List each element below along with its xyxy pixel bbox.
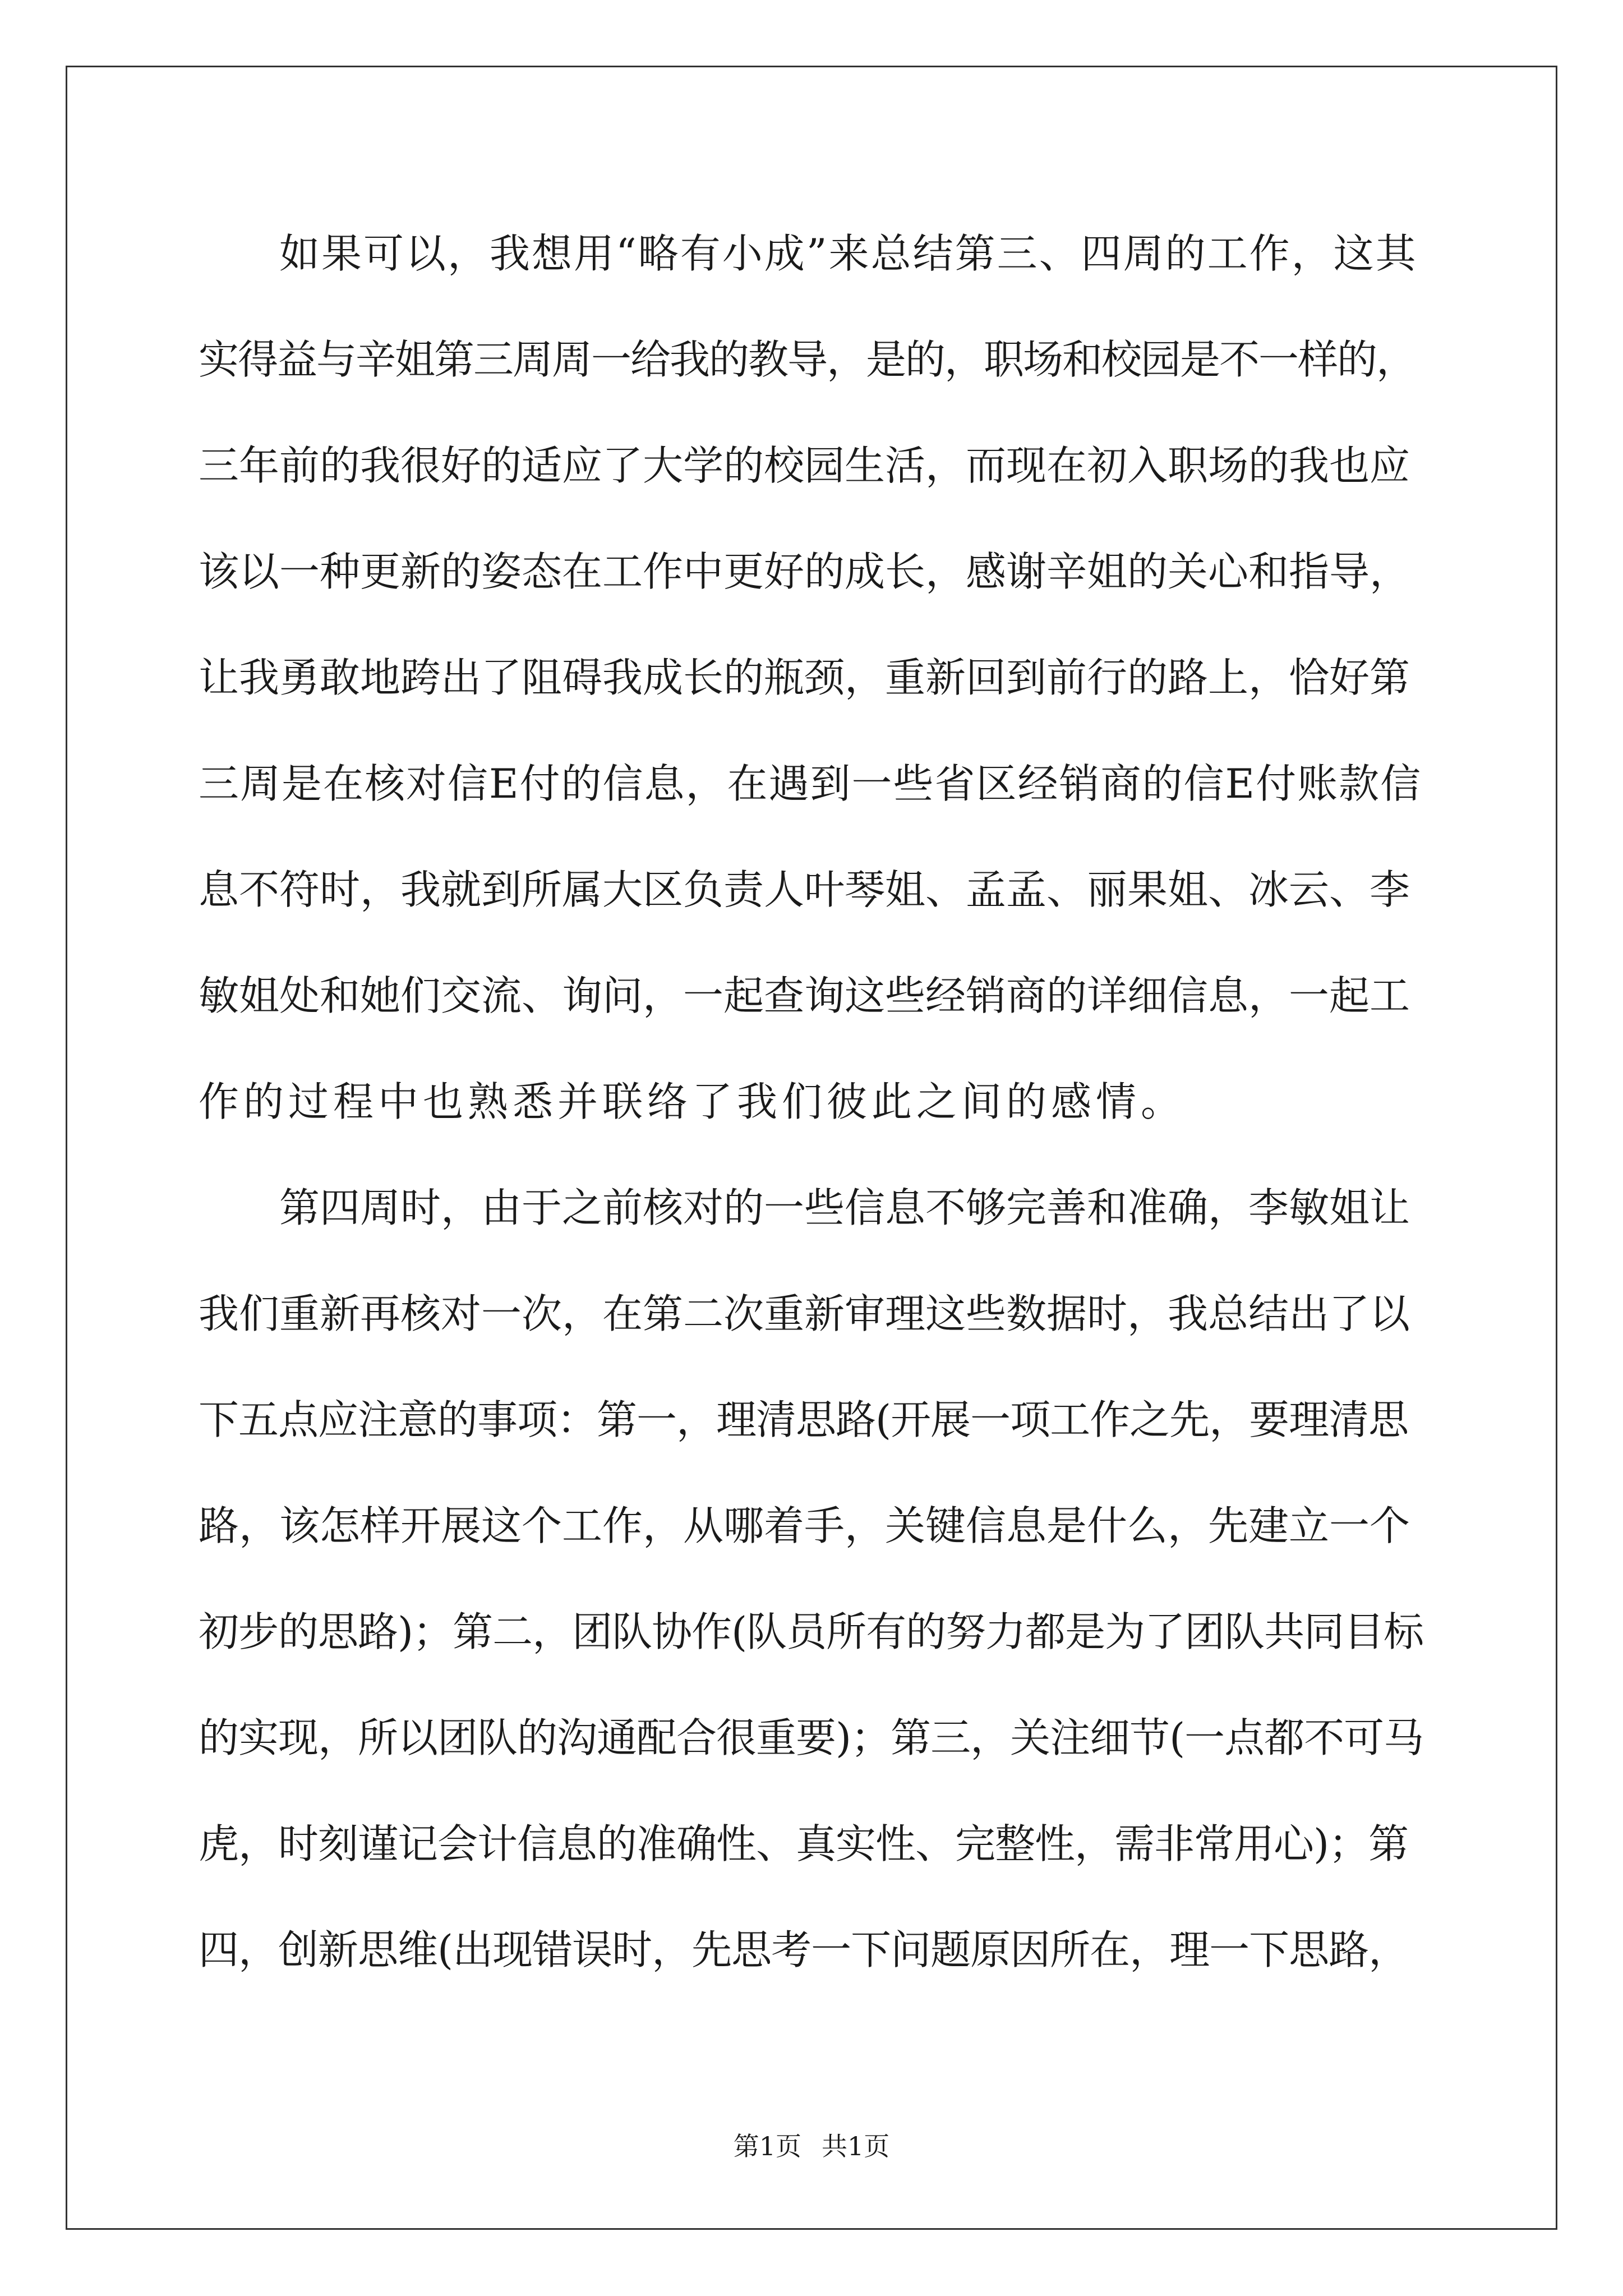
paragraph-2-line-7: 虎，时刻谨记会计信息的准确性、真实性、完整性，需非常用心)；第 (199, 1820, 1409, 1867)
paragraph-2-line-4: 路，该怎样开展这个工作，从哪着手，关键信息是什么，先建立一个 (199, 1502, 1410, 1549)
paragraph-1-line-2: 实得益与辛姐第三周周一给我的教导，是的，职场和校园是不一样的， (199, 336, 1416, 383)
page-footer (0, 2126, 1623, 2163)
paragraph-2-line-3: 下五点应注意的事项：第一，理清思路(开展一项工作之先，要理清思 (199, 1396, 1409, 1443)
paragraph-1-line-1: 如果可以，我想用“略有小成”来总结第三、四周的工作，这其 (279, 230, 1418, 277)
paragraph-2-line-1: 第四周时，由于之前核对的一些信息不够完善和准确，李敏姐让 (279, 1184, 1410, 1231)
paragraph-1-line-6: 三周是在核对信E付的信息，在遇到一些省区经销商的信E付账款信 (199, 760, 1422, 807)
paragraph-2-line-2: 我们重新再核对一次，在第二次重新审理这些数据时，我总结出了以 (199, 1290, 1410, 1337)
paragraph-1-line-5: 让我勇敢地跨出了阻碍我成长的瓶颈，重新回到前行的路上，恰好第 (199, 654, 1410, 701)
paragraph-2-line-5: 初步的思路)；第二，团队协作(队员所有的努力都是为了团队共同目标 (199, 1608, 1424, 1655)
paragraph-1-line-3: 三年前的我很好的适应了大学的校园生活，而现在初入职场的我也应 (199, 442, 1410, 489)
page-number: 第1页 (733, 2131, 801, 2161)
paragraph-1-line-7: 息不符时，我就到所属大区负责人叶琴姐、孟孟、丽果姐、冰云、李 (199, 866, 1410, 913)
document-body (199, 201, 1423, 2003)
paragraph-1-line-4: 该以一种更新的姿态在工作中更好的成长，感谢辛姐的关心和指导， (199, 548, 1410, 595)
paragraph-2-line-6: 的实现，所以团队的沟通配合很重要)；第三，关注细节(一点都不可马 (199, 1714, 1424, 1761)
paragraph-1-line-9: 作的过程中也熟悉并联络了我们彼此之间的感情。 (199, 1078, 1186, 1125)
paragraph-1-line-8: 敏姐处和她们交流、询问，一起查询这些经销商的详细信息，一起工 (199, 972, 1410, 1019)
paragraph-2-line-8: 四，创新思维(出现错误时，先思考一下问题原因所在，理一下思路， (199, 1926, 1409, 1973)
page-total: 共1页 (822, 2131, 890, 2161)
